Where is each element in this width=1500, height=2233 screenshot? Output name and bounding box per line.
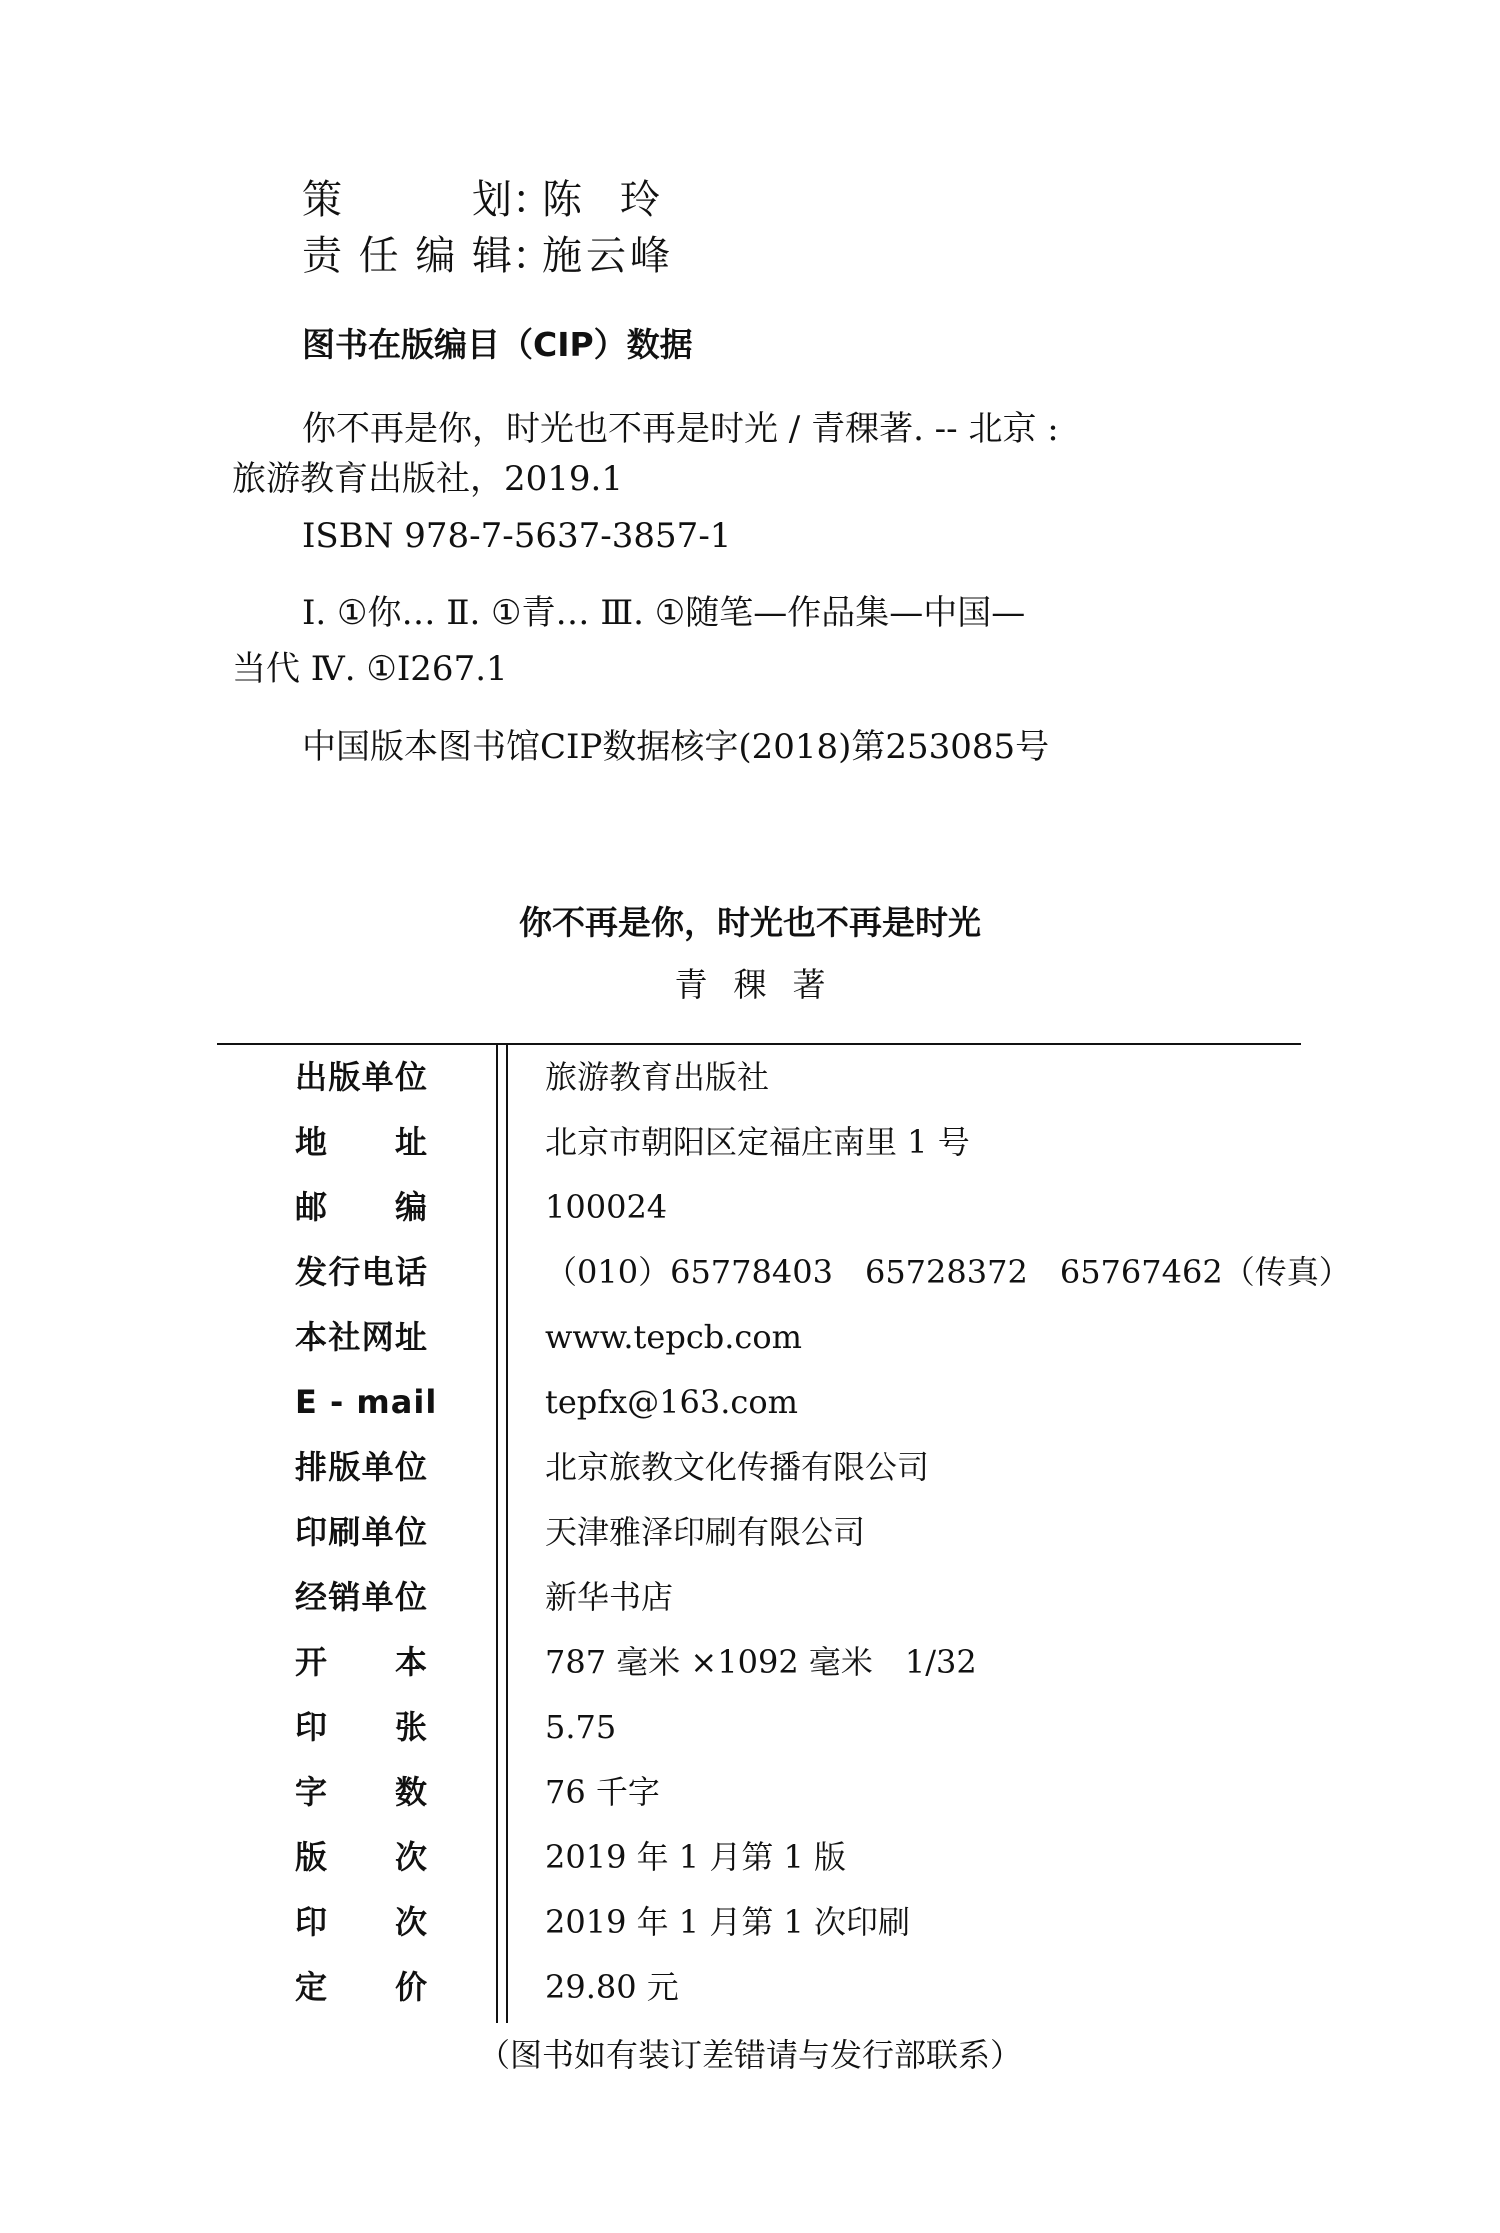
cip-isbn: ISBN 978-7-5637-3857-1 [302, 516, 732, 556]
spec-row-publisher [0, 1052, 1500, 1117]
spec-label: 印刷单位 [295, 1513, 427, 1551]
spec-row-sheets [0, 1702, 1500, 1767]
spec-label: E - mail [295, 1383, 438, 1421]
spec-label: 发行电话 [295, 1253, 427, 1291]
spec-label: 印张 [295, 1708, 427, 1746]
spec-row-phone [0, 1247, 1500, 1312]
spec-row-price [0, 1962, 1500, 2027]
cip-classification-line-1: Ⅰ. ①你… Ⅱ. ①青… Ⅲ. ①随笔—作品集—中国— [302, 593, 1026, 633]
cip-title-line: 你不再是你，时光也不再是时光 / 青稞著. -- 北京 : [302, 409, 1059, 449]
spec-row-email [0, 1377, 1500, 1442]
spec-value: 29.80 元 [545, 1968, 679, 2006]
cip-record-number: 中国版本图书馆CIP数据核字(2018)第253085号 [302, 727, 1050, 767]
spec-value: 2019 年 1 月第 1 版 [545, 1838, 847, 1876]
spec-label: 字数 [295, 1773, 427, 1811]
spec-value: （010）65778403 65728372 65767462（传真） [545, 1253, 1351, 1291]
spec-value: 北京市朝阳区定福庄南里 1 号 [545, 1123, 970, 1161]
spec-value: 76 千字 [545, 1773, 660, 1811]
spec-label: 版次 [295, 1838, 427, 1876]
spec-label: 地址 [295, 1123, 427, 1161]
spec-value: 100024 [545, 1188, 668, 1226]
credit-editor-label: 责任编辑 [302, 233, 512, 279]
spec-label: 开本 [295, 1643, 427, 1681]
spec-value: 787 毫米 ×1092 毫米 1/32 [545, 1643, 977, 1681]
cip-publisher-line: 旅游教育出版社，2019.1 [232, 459, 623, 499]
cip-heading: 图书在版编目（CIP）数据 [302, 325, 693, 364]
credit-planner-colon: ： [512, 177, 552, 223]
spec-value: 新华书店 [545, 1578, 674, 1616]
credit-planner-label: 策划 [302, 177, 512, 223]
spec-row-postcode [0, 1182, 1500, 1247]
credit-editor-colon: ： [512, 233, 552, 279]
table-top-rule [217, 1043, 1301, 1045]
spec-label: 出版单位 [295, 1058, 427, 1096]
spec-row-format [0, 1637, 1500, 1702]
spec-row-website [0, 1312, 1500, 1377]
credit-editor-name: 施云峰 [542, 233, 674, 279]
spec-row-word-count [0, 1767, 1500, 1832]
book-title: 你不再是你，时光也不再是时光 [519, 903, 981, 942]
spec-label: 本社网址 [295, 1318, 427, 1356]
credit-planner [302, 175, 698, 225]
spec-value: 2019 年 1 月第 1 次印刷 [545, 1903, 911, 1941]
spec-value: www.tepcb.com [545, 1318, 802, 1356]
spec-value: 北京旅教文化传播有限公司 [545, 1448, 930, 1486]
credit-planner-name: 陈玲 [542, 177, 698, 223]
spec-row-typesetter [0, 1442, 1500, 1507]
spec-row-distributor [0, 1572, 1500, 1637]
spec-value: tepfx@163.com [545, 1383, 798, 1421]
spec-label: 印次 [295, 1903, 427, 1941]
spec-value: 旅游教育出版社 [545, 1058, 770, 1096]
spec-row-printer [0, 1507, 1500, 1572]
spec-value: 5.75 [545, 1708, 617, 1746]
spec-row-edition [0, 1832, 1500, 1897]
cip-classification-line-2: 当代 Ⅳ. ①I267.1 [232, 649, 508, 689]
spec-label: 定价 [295, 1968, 427, 2006]
spec-row-printing [0, 1897, 1500, 1962]
book-author: 青稞著 [674, 965, 852, 1004]
spec-label: 邮编 [295, 1188, 427, 1226]
spec-label: 排版单位 [295, 1448, 427, 1486]
footer-note: （图书如有装订差错请与发行部联系） [477, 2036, 1022, 2074]
credit-editor [302, 231, 674, 281]
spec-value: 天津雅泽印刷有限公司 [545, 1513, 866, 1551]
spec-label: 经销单位 [295, 1578, 427, 1616]
spec-row-address [0, 1117, 1500, 1182]
